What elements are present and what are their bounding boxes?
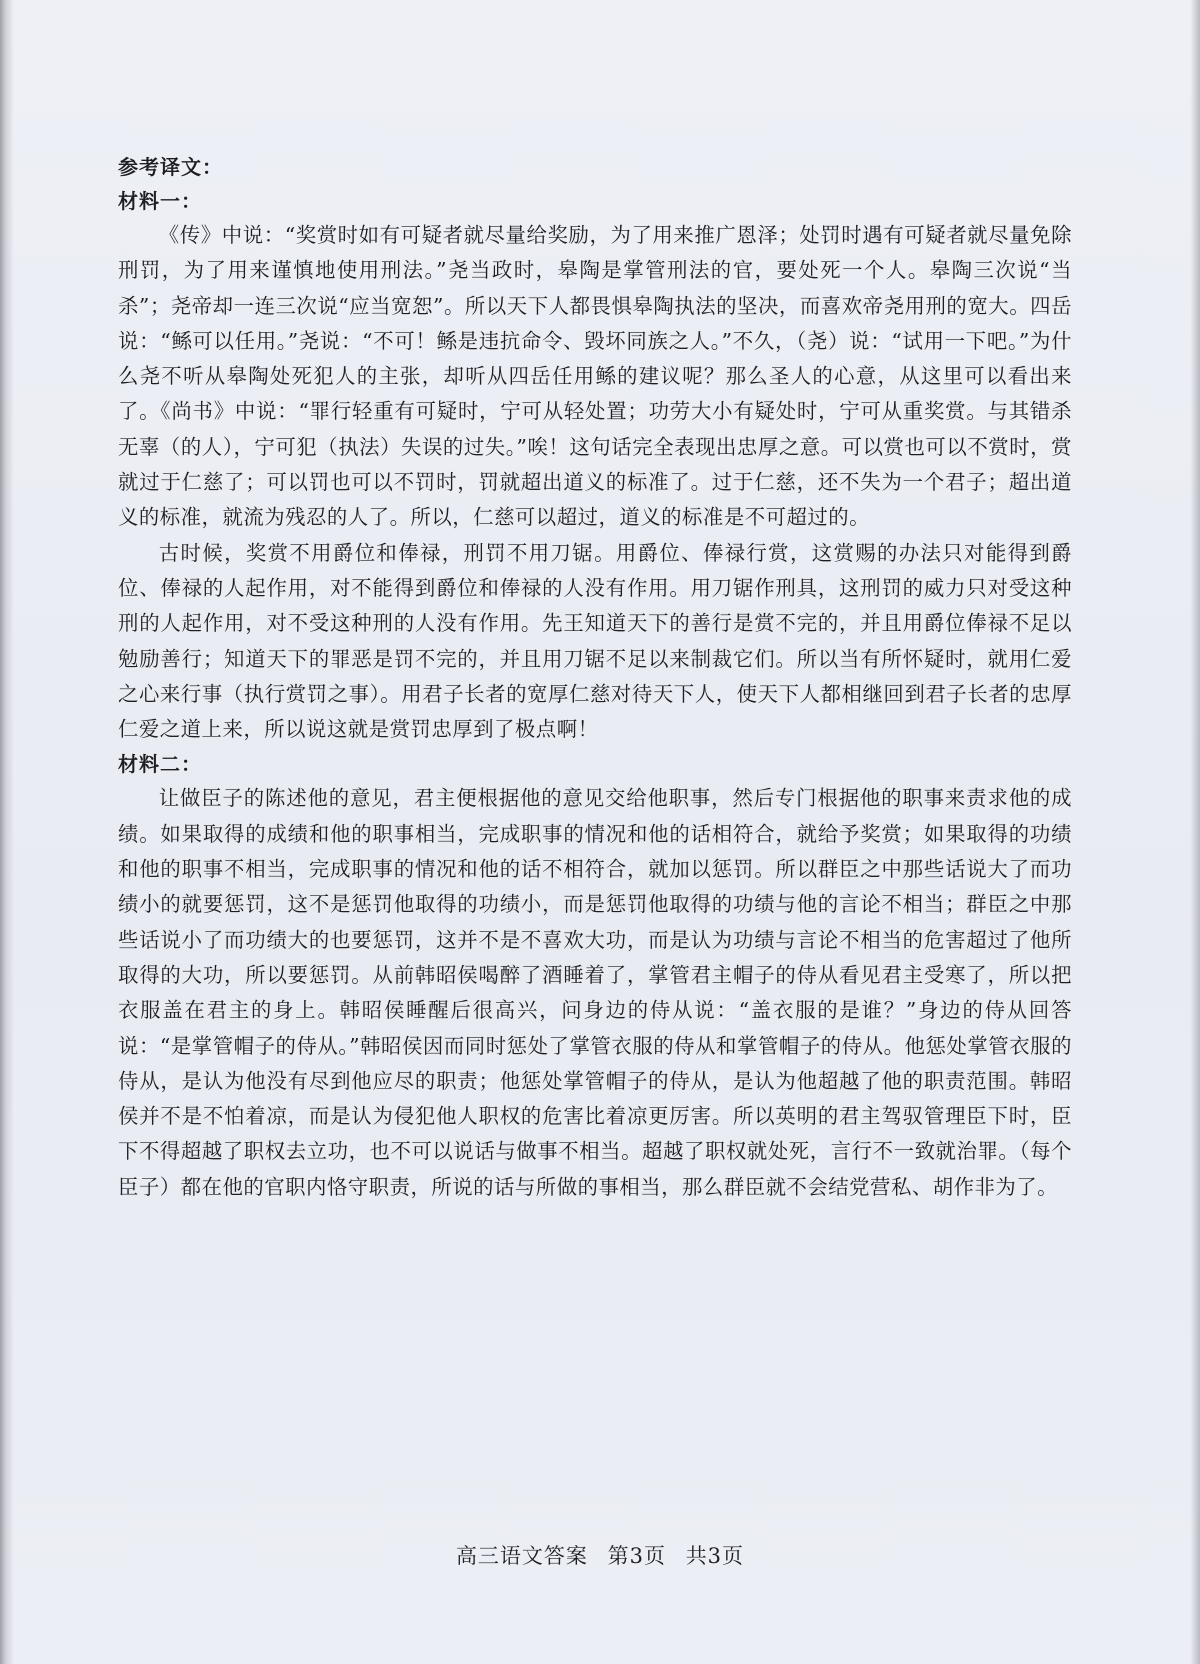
- translation-content: [118, 150, 1072, 1205]
- material-2-heading: 材料二：: [118, 752, 202, 777]
- section-title: 参考译文：: [118, 155, 223, 179]
- page-footer: [0, 1540, 1200, 1570]
- footer-page-total: 共3页: [685, 1544, 745, 1568]
- material-1-paragraph-2: 古时候，奖赏不用爵位和俸禄，刑罚不用刀锯。用爵位、俸禄行赏，这赏赐的办法只对能得到爵位、俸禄的人起作用，对不能得到爵位和俸禄的人没有作用。用刀锯作刑具，这刑罚的威力只对受这种刑的人起作用，对不受这种刑的人没有作用。先王知道天下的善行是赏不完的，并且用爵位俸禄不足以勉励善行；知道天下的罪恶是罚不完的，并且用刀锯不足以来制裁它们。所以当有所怀疑时，就用仁爱之心来行事（执行赏罚之事）。用君子长者的宽厚仁慈对待天下人，使天下人都相继回到君子长者的忠厚仁爱之道上来，所以说这就是赏罚忠厚到了极点啊！: [118, 540, 1072, 742]
- scan-edge-left: [0, 0, 14, 1664]
- footer-page-current: 第3页: [607, 1544, 666, 1568]
- material-2-paragraph-1: 让做臣子的陈述他的意见，君主便根据他的意见交给他职事，然后专门根据他的职事来责求他的成绩。如果取得的成绩和他的职事相当，完成职事的情况和他的话相符合，就给予奖赏；如果取得的功绩和他的职事不相当，完成职事的情况和他的话不相符合，就加以惩罚。所以群臣之中那些话说大了而功绩小的就要惩罚，这不是惩罚他取得的功绩小，而是惩罚他取得的功绩与他的言论不相当；群臣之中那些话说小了而功绩大的也要惩罚，这并不是不喜欢大功，而是认为功绩与言论不相当的危害超过了他所取得的大功，所以要惩罚。从前韩昭侯喝醉了酒睡着了，掌管君主帽子的侍从看见君主受寒了，所以把衣服盖在君主的身上。韩昭侯睡醒后很高兴，问身边的侍从说：“盖衣服的是谁？”身边的侍从回答说：“是掌管帽子的侍从。”韩昭侯因而同时惩处了掌管衣服的侍从和掌管帽子的侍从。他惩处掌管衣服的侍从，是认为他没有尽到他应尽的职责；他惩处掌管帽子的侍从，是认为他超越了他的职责范围。韩昭侯并不是不怕着凉，而是认为侵犯他人职权的危害比着凉更厉害。所以英明的君主驾驭管理臣下时，臣下不得超越了职权去立功，也不可以说话与做事不相当。超越了职权就处死，言行不一致就治罪。（每个臣子）都在他的官职内恪守职责，所说的话与所做的事相当，那么群臣就不会结党营私、胡作非为了。: [118, 786, 1072, 1199]
- footer-doc-name: 高三语文答案: [455, 1544, 588, 1568]
- scan-edge-right: [1190, 0, 1200, 1664]
- material-1-heading: 材料一：: [118, 189, 202, 213]
- material-1-paragraph-1: 《传》中说：“奖赏时如有可疑者就尽量给奖励，为了用来推广恩泽；处罚时遇有可疑者就尽量免除刑罚，为了用来谨慎地使用刑法。”尧当政时，皋陶是掌管刑法的官，要处死一个人。皋陶三次说“当杀”；尧帝却一连三次说“应当宽恕”。所以天下人都畏惧皋陶执法的坚决，而喜欢帝尧用刑的宽大。四岳说：“鲧可以任用。”尧说：“不可！鲧是违抗命令、毁坏同族之人。”不久，（尧）说：“试用一下吧。”为什么尧不听从皋陶处死犯人的主张，却听从四岳任用鲧的建议呢？那么圣人的心意，从这里可以看出来了。《尚书》中说：“罪行轻重有可疑时，宁可从轻处置；功劳大小有疑处时，宁可从重奖赏。与其错杀无辜（的人），宁可犯（执法）失误的过失。”唉！这句话完全表现出忠厚之意。可以赏也可以不赏时，赏就过于仁慈了；可以罚也可以不罚时，罚就超出道义的标准了。过于仁慈，还不失为一个君子；超出道义的标准，就流为残忍的人了。所以，仁慈可以超过，道义的标准是不可超过的。: [118, 223, 1072, 530]
